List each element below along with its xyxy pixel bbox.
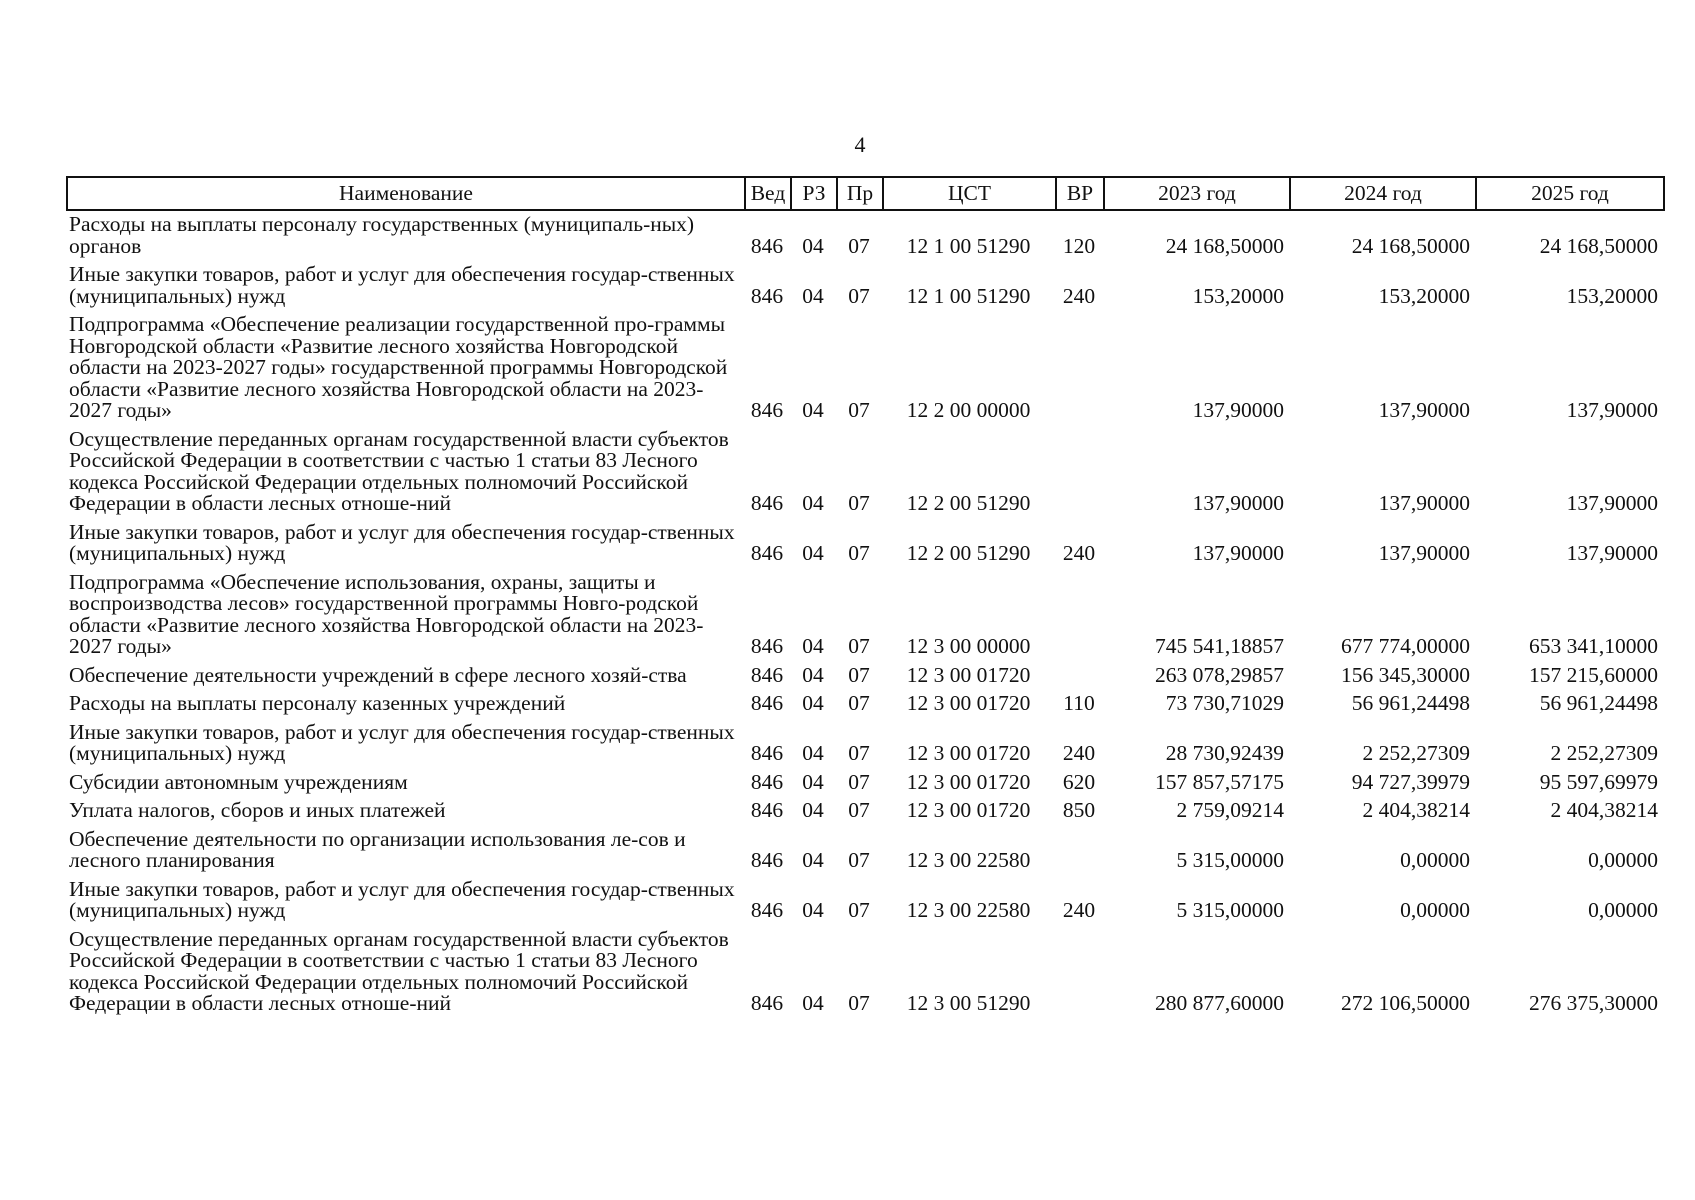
- row-pr: 07: [848, 491, 870, 515]
- row-name: Расходы на выплаты персоналу казенных учреждений: [69, 691, 566, 715]
- row-name: Иные закупки товаров, работ и услуг для обеспечения государ-ственных (муниципальных) нужд: [69, 262, 735, 308]
- header-rz: РЗ: [791, 177, 837, 210]
- page-number: 4: [854, 132, 866, 157]
- row-amount-2024: 153,20000: [1378, 283, 1470, 308]
- row-ved: 846: [750, 491, 784, 515]
- row-name: Уплата налогов, сборов и иных платежей: [69, 798, 446, 822]
- row-amount-2024: 0,00000: [1400, 898, 1470, 922]
- header-cst: ЦСТ: [883, 177, 1056, 210]
- row-ved: 846: [750, 398, 784, 422]
- row-vr: 240: [1062, 741, 1096, 765]
- row-ved: 846: [750, 634, 784, 658]
- row-name: Расходы на выплаты персоналу государственных (муниципаль-ных) органов: [69, 212, 695, 258]
- row-rz: 04: [802, 848, 824, 872]
- row-pr: 07: [848, 741, 870, 765]
- row-amount-2024: 56 961,24498: [1351, 691, 1470, 715]
- table-row: [67, 426, 1664, 519]
- row-amount-2024: 94 727,39979: [1351, 769, 1470, 794]
- row-amount-2025: 0,00000: [1588, 898, 1658, 922]
- row-ved: 846: [750, 283, 784, 308]
- row-cst: 12 3 00 22580: [906, 898, 1031, 922]
- row-vr: [1056, 826, 1104, 876]
- row-amount-2025: 137,90000: [1566, 491, 1658, 515]
- row-amount-2024: 0,00000: [1400, 848, 1470, 872]
- row-amount-2023: 137,90000: [1192, 398, 1284, 422]
- row-amount-2024: 137,90000: [1378, 491, 1470, 515]
- row-amount-2025: 56 961,24498: [1539, 691, 1658, 715]
- row-cst: 12 3 00 00000: [906, 634, 1031, 658]
- row-rz: 04: [802, 798, 824, 822]
- table-row: [67, 719, 1664, 769]
- row-pr: 07: [848, 991, 870, 1015]
- row-cst: 12 3 00 01720: [906, 769, 1031, 794]
- row-amount-2024: 2 404,38214: [1362, 798, 1470, 822]
- table-row: [67, 876, 1664, 926]
- table-row: [67, 662, 1664, 691]
- row-ved: 846: [750, 991, 784, 1015]
- row-amount-2024: 156 345,30000: [1341, 662, 1470, 687]
- row-cst: 12 2 00 51290: [906, 541, 1031, 565]
- header-2024: 2024 год: [1290, 177, 1476, 210]
- row-pr: 07: [848, 634, 870, 658]
- row-amount-2024: 24 168,50000: [1351, 233, 1470, 258]
- row-amount-2025: 2 404,38214: [1550, 798, 1658, 822]
- row-vr: [1056, 926, 1104, 1019]
- row-amount-2023: 28 730,92439: [1165, 741, 1284, 765]
- row-amount-2025: 137,90000: [1566, 541, 1658, 565]
- table-body: [67, 210, 1664, 1019]
- row-cst: 12 3 00 01720: [906, 741, 1031, 765]
- row-cst: 12 3 00 51290: [906, 991, 1031, 1015]
- row-name: Обеспечение деятельности учреждений в сфере лесного хозяй-ства: [69, 662, 687, 687]
- row-amount-2023: 157 857,57175: [1155, 769, 1284, 794]
- row-cst: 12 1 00 51290: [906, 233, 1031, 258]
- table-header: [67, 177, 1664, 210]
- row-rz: 04: [802, 491, 824, 515]
- row-ved: 846: [750, 233, 784, 258]
- row-cst: 12 1 00 51290: [906, 283, 1031, 308]
- table-row: [67, 210, 1664, 261]
- row-rz: 04: [802, 662, 824, 687]
- row-pr: 07: [848, 848, 870, 872]
- row-rz: 04: [802, 541, 824, 565]
- row-cst: 12 2 00 51290: [906, 491, 1031, 515]
- row-amount-2023: 24 168,50000: [1165, 233, 1284, 258]
- row-pr: 07: [848, 662, 870, 687]
- row-cst: 12 3 00 01720: [906, 662, 1031, 687]
- row-pr: 07: [848, 398, 870, 422]
- row-cst: 12 3 00 01720: [906, 691, 1031, 715]
- table-row: [67, 690, 1664, 719]
- table-row: [67, 311, 1664, 426]
- row-vr: 240: [1062, 541, 1096, 565]
- row-name: Обеспечение деятельности по организации использования ле-сов и лесного планирования: [69, 826, 686, 872]
- row-amount-2024: 2 252,27309: [1362, 741, 1470, 765]
- row-pr: 07: [848, 541, 870, 565]
- table-row: [67, 261, 1664, 311]
- row-ved: 846: [750, 848, 784, 872]
- row-ved: 846: [750, 541, 784, 565]
- row-amount-2023: 2 759,09214: [1176, 798, 1284, 822]
- row-amount-2023: 5 315,00000: [1176, 898, 1284, 922]
- row-rz: 04: [802, 634, 824, 658]
- row-rz: 04: [802, 898, 824, 922]
- row-vr: [1056, 426, 1104, 519]
- header-pr: Пр: [837, 177, 883, 210]
- row-name: Подпрограмма «Обеспечение использования, охраны, защиты и воспроизводства лесов» государственной программы Новго-родской области «Развитие лесного хозяйства Новгородской области на 2023-2027 годы»: [69, 569, 704, 658]
- row-vr: 240: [1062, 898, 1096, 922]
- row-vr: 850: [1062, 798, 1096, 822]
- row-vr: [1056, 569, 1104, 662]
- row-amount-2025: 2 252,27309: [1550, 741, 1658, 765]
- table-row: [67, 519, 1664, 569]
- row-amount-2024: 137,90000: [1378, 541, 1470, 565]
- row-name: Иные закупки товаров, работ и услуг для обеспечения государ-ственных (муниципальных) нужд: [69, 876, 735, 922]
- row-pr: 07: [848, 898, 870, 922]
- row-vr: [1056, 662, 1104, 691]
- row-rz: 04: [802, 769, 824, 794]
- row-vr: 240: [1062, 283, 1096, 308]
- row-amount-2025: 95 597,69979: [1539, 769, 1658, 794]
- row-rz: 04: [802, 741, 824, 765]
- row-amount-2025: 276 375,30000: [1529, 991, 1658, 1015]
- row-amount-2023: 263 078,29857: [1155, 662, 1284, 687]
- table-row: [67, 797, 1664, 826]
- row-rz: 04: [802, 991, 824, 1015]
- row-amount-2025: 157 215,60000: [1529, 662, 1658, 687]
- row-amount-2024: 137,90000: [1378, 398, 1470, 422]
- row-amount-2025: 24 168,50000: [1539, 233, 1658, 258]
- row-ved: 846: [750, 898, 784, 922]
- row-ved: 846: [750, 691, 784, 715]
- row-vr: [1056, 311, 1104, 426]
- row-amount-2025: 0,00000: [1588, 848, 1658, 872]
- row-amount-2023: 745 541,18857: [1155, 634, 1284, 658]
- row-amount-2025: 153,20000: [1566, 283, 1658, 308]
- row-name: Субсидии автономным учреждениям: [69, 769, 408, 794]
- budget-table: [66, 176, 1665, 1019]
- row-cst: 12 3 00 22580: [906, 848, 1031, 872]
- row-ved: 846: [750, 769, 784, 794]
- row-pr: 07: [848, 798, 870, 822]
- row-amount-2023: 280 877,60000: [1155, 991, 1284, 1015]
- table-row: [67, 569, 1664, 662]
- row-rz: 04: [802, 233, 824, 258]
- header-row: [67, 177, 1664, 210]
- table-row: [67, 826, 1664, 876]
- row-name: Осуществление переданных органам государственной власти субъектов Российской Федерации в соответствии с частью 1 статьи 83 Лесного кодекса Российской Федерации отдельных полномочий Российской Федерации в области лесных отноше-ний: [69, 926, 729, 1015]
- row-cst: 12 2 00 00000: [906, 398, 1031, 422]
- row-vr: 620: [1062, 769, 1096, 794]
- row-amount-2023: 153,20000: [1192, 283, 1284, 308]
- row-vr: 120: [1062, 233, 1096, 258]
- row-name: Иные закупки товаров, работ и услуг для обеспечения государ-ственных (муниципальных) нужд: [69, 719, 735, 765]
- table-row: [67, 926, 1664, 1019]
- row-pr: 07: [848, 691, 870, 715]
- row-amount-2024: 677 774,00000: [1341, 634, 1470, 658]
- row-rz: 04: [802, 691, 824, 715]
- header-2023: 2023 год: [1104, 177, 1290, 210]
- header-ved: Вед: [745, 177, 791, 210]
- row-name: Подпрограмма «Обеспечение реализации государственной про-граммы Новгородской области «Развитие лесного хозяйства Новгородской области на 2023-2027 годы» государственной программы Новгородской области «Развитие лесного хозяйства Новгородской области на 2023-2027 годы»: [69, 312, 728, 422]
- row-name: Осуществление переданных органам государственной власти субъектов Российской Федерации в соответствии с частью 1 статьи 83 Лесного кодекса Российской Федерации отдельных полномочий Российской Федерации в области лесных отноше-ний: [69, 426, 729, 515]
- row-ved: 846: [750, 741, 784, 765]
- row-ved: 846: [750, 662, 784, 687]
- row-cst: 12 3 00 01720: [906, 798, 1031, 822]
- row-vr: 110: [1063, 691, 1095, 715]
- header-vr: ВР: [1056, 177, 1104, 210]
- row-amount-2023: 137,90000: [1192, 491, 1284, 515]
- row-amount-2023: 5 315,00000: [1176, 848, 1284, 872]
- row-amount-2025: 137,90000: [1566, 398, 1658, 422]
- header-2025: 2025 год: [1476, 177, 1664, 210]
- row-amount-2024: 272 106,50000: [1341, 991, 1470, 1015]
- row-pr: 07: [848, 769, 870, 794]
- table-row: [67, 769, 1664, 798]
- row-amount-2025: 653 341,10000: [1529, 634, 1658, 658]
- row-ved: 846: [750, 798, 784, 822]
- row-amount-2023: 137,90000: [1192, 541, 1284, 565]
- row-amount-2023: 73 730,71029: [1165, 691, 1284, 715]
- header-name: Наименование: [67, 177, 745, 210]
- row-name: Иные закупки товаров, работ и услуг для обеспечения государ-ственных (муниципальных) нужд: [69, 519, 735, 565]
- row-pr: 07: [848, 233, 870, 258]
- row-pr: 07: [848, 283, 870, 308]
- row-rz: 04: [802, 398, 824, 422]
- row-rz: 04: [802, 283, 824, 308]
